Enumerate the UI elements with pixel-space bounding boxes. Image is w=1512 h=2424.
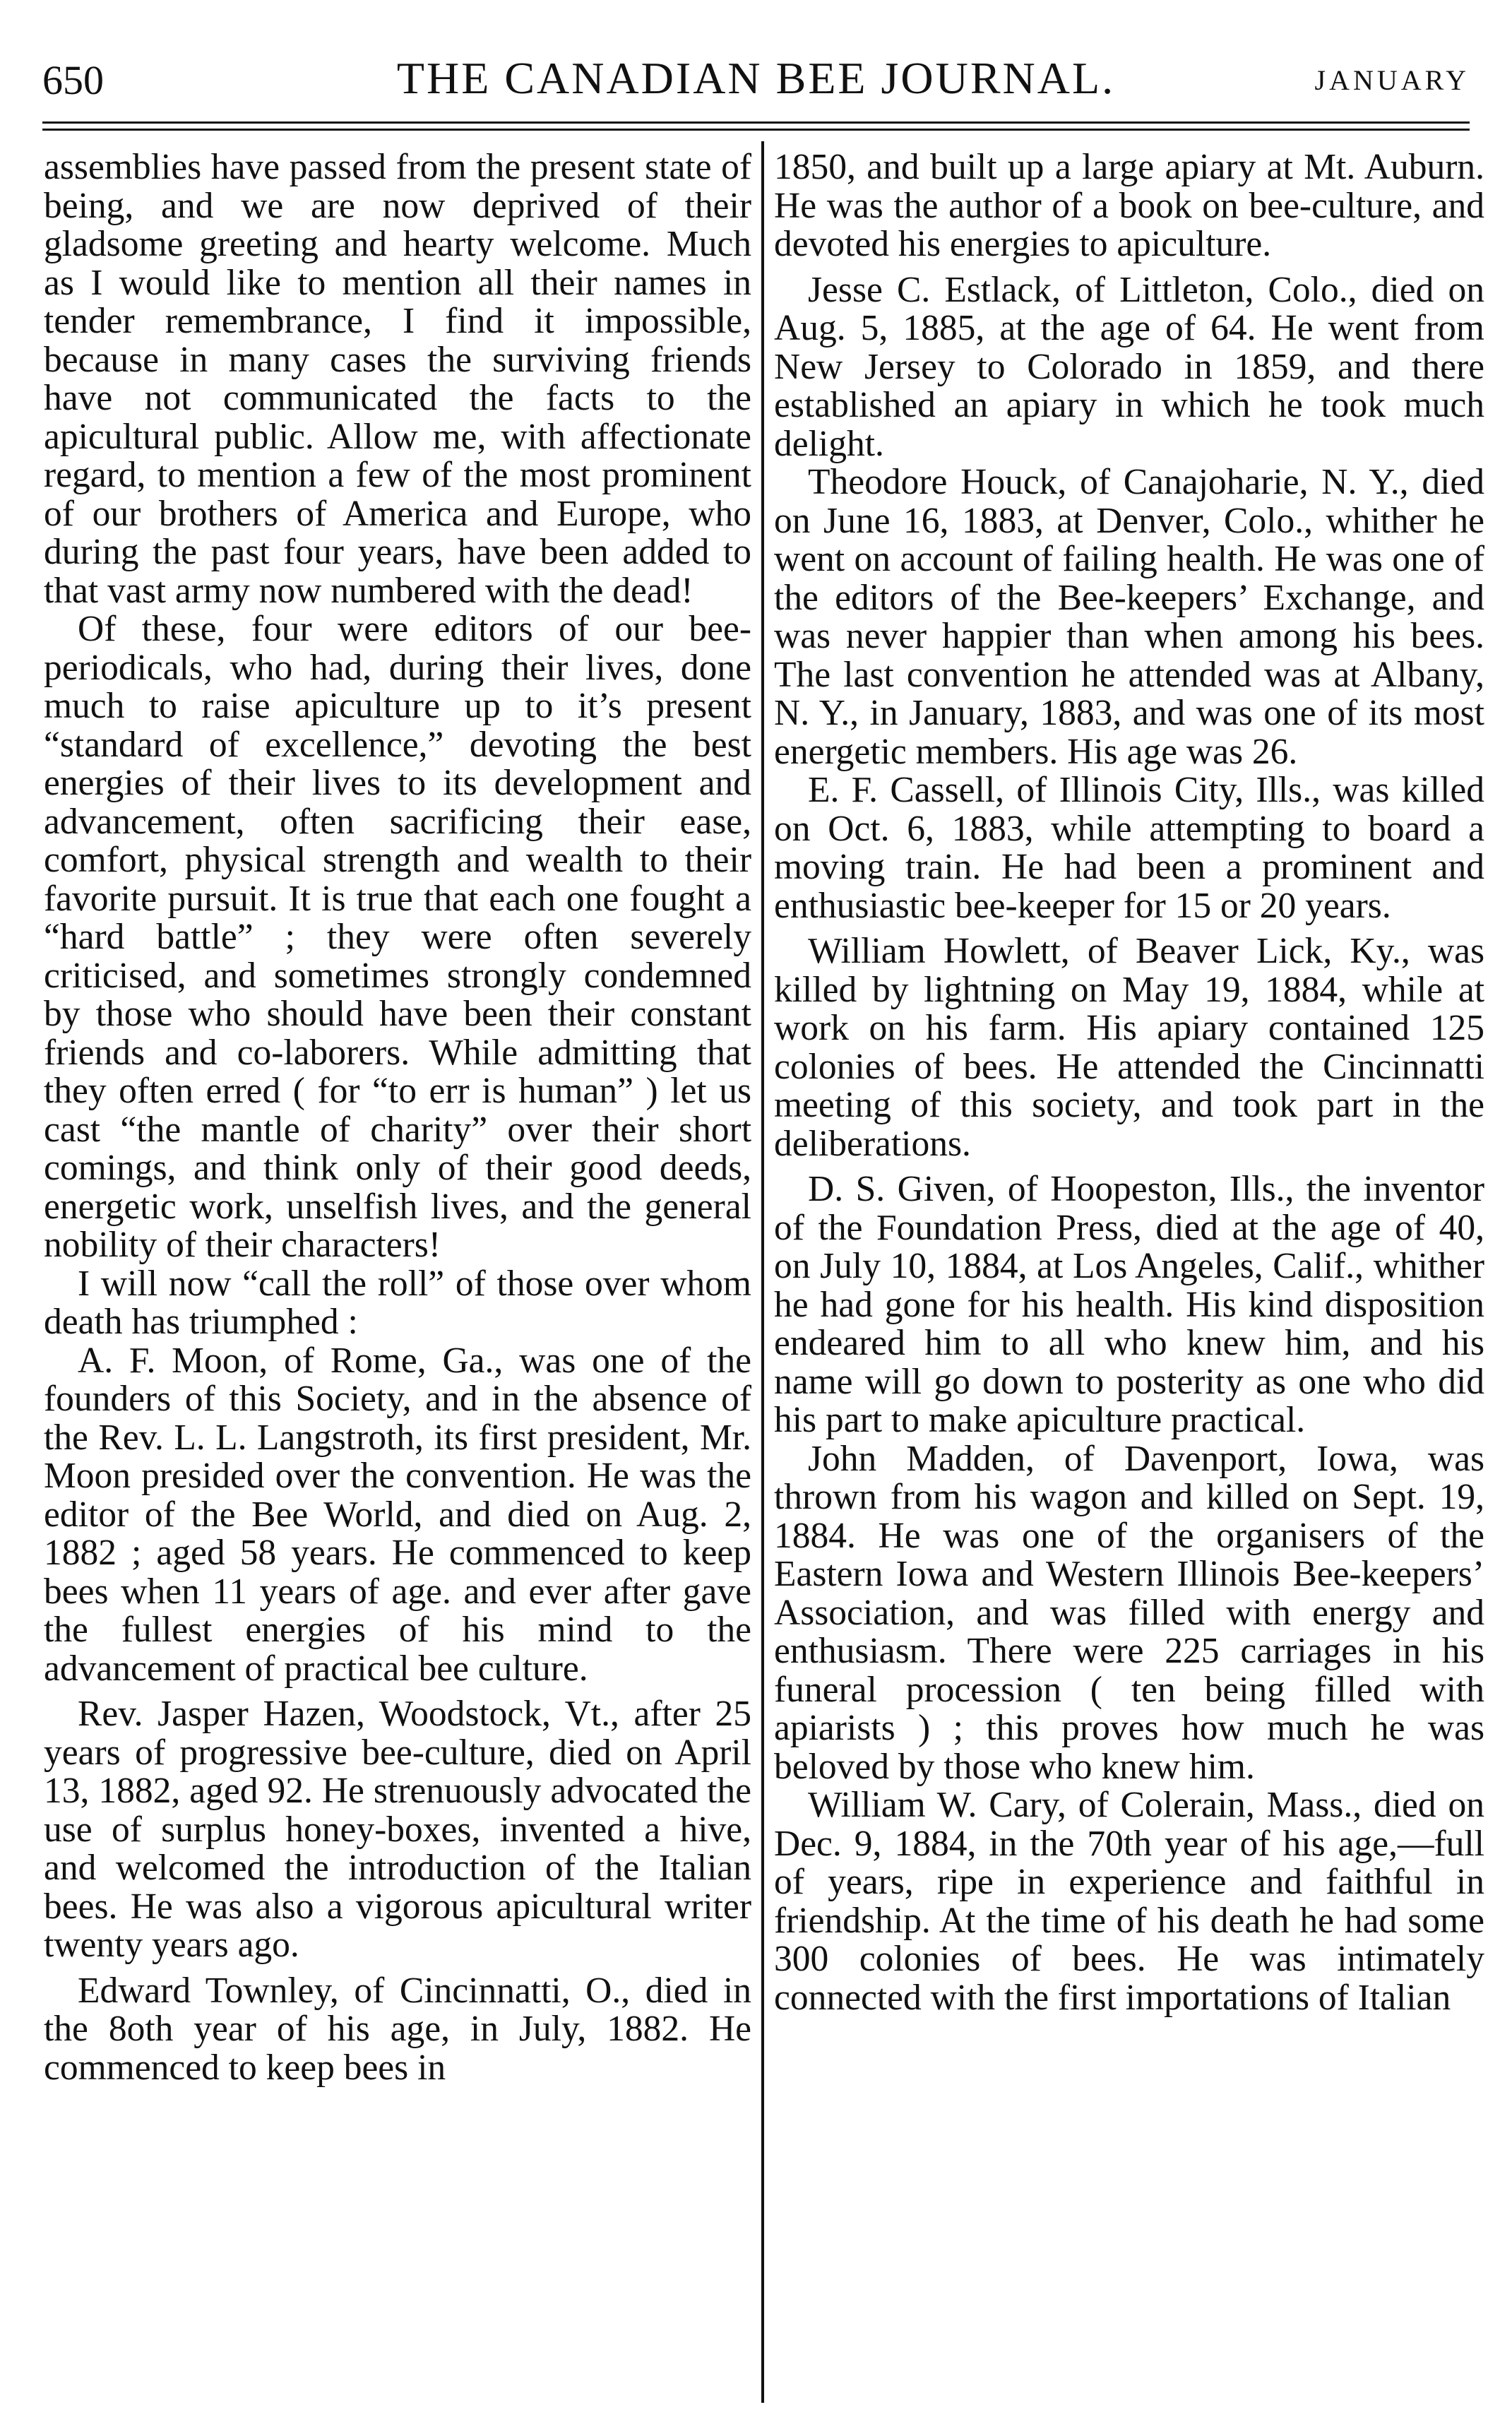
left-column <box>44 148 751 2403</box>
paragraph: Jesse C. Estlack, of Littleton, Colo., died on Aug. 5, 1885, at the age of 64. He went from New Jersey to Colorado in 1859, and there established an apiary in which he took much delight. <box>774 269 1484 464</box>
paragraph: Edward Townley, of Cincinnatti, O., died in the 8oth year of his age, in July, 1882. He commenced to keep bees in <box>44 1970 751 2088</box>
paragraph: Of these, four were editors of our bee-periodicals, who had, during their lives, done much to raise apiculture up to it’s present “standard of excellence,” devoting the best energies of their lives to its development and advancement, often sacrificing their ease, comfort, physical strength and wealth to their favorite pursuit. It is true that each one fought a “hard battle” ; they were often severely criticised, and sometimes strongly condemned by those who should have been their constant friends and co-laborers. While admitting that they often erred ( for “to err is human” ) let us cast “the mantle of charity” over their short comings, and think only of their good deeds, energetic work, unselfish lives, and the general nobility of their characters! <box>44 609 751 1265</box>
paragraph: William W. Cary, of Colerain, Mass., died on Dec. 9, 1884, in the 70th year of his age,—full of years, ripe in experience and faithful in friendship. At the time of his death he had some 300 colonies of bees. He was intimately connected with the first importations of Italian <box>774 1785 1484 2018</box>
page-number: 650 <box>42 57 104 103</box>
paragraph: D. S. Given, of Hoopeston, Ills., the inventor of the Foundation Press, died at the age of 40, on July 10, 1884, at Los Angeles, Calif., whither he had gone for his health. His kind disposition endeared him to all who knew him, and his name will go down to posterity as one who did his part to make apiculture practical. <box>774 1169 1484 1440</box>
paragraph: E. F. Cassell, of Illinois City, Ills., was killed on Oct. 6, 1883, while attempting to board a moving train. He had been a prominent and enthusiastic bee-keeper for 15 or 20 years. <box>774 770 1484 926</box>
right-column <box>774 148 1484 2403</box>
paragraph: A. F. Moon, of Rome, Ga., was one of the founders of this Society, and in the absence of the Rev. L. L. Langstroth, its first president, Mr. Moon presided over the convention. He was the editor of the Bee World, and died on Aug. 2, 1882 ; aged 58 years. He commenced to keep bees when 11 years of age. and ever after gave the fullest energies of his mind to the advancement of practical bee culture. <box>44 1340 751 1689</box>
column-divider <box>761 141 764 2403</box>
header-rule-bottom <box>42 129 1470 131</box>
journal-title: THE CANADIAN BEE JOURNAL. <box>396 53 1116 103</box>
page-header <box>42 49 1470 113</box>
paragraph: I will now “call the roll” of those over whom death has triumphed : <box>44 1263 751 1342</box>
paragraph: 1850, and built up a large apiary at Mt. Auburn. He was the author of a book on bee-culture, and devoted his energies to apiculture. <box>774 148 1484 264</box>
paragraph: John Madden, of Davenport, Iowa, was thrown from his wagon and killed on Sept. 19, 1884. He was one of the organisers of the Eastern Iowa and Western Illinois Bee-keepers’ Association, and was filled with energy and enthusiasm. There were 225 carriages in his funeral procession ( ten being filled with apiarists ) ; this proves how much he was beloved by those who knew him. <box>774 1438 1484 1787</box>
paragraph: William Howlett, of Beaver Lick, Ky., was killed by lightning on May 19, 1884, while at work on his farm. His apiary contained 125 colonies of bees. He attended the Cincinnatti meeting of this society, and took part in the deliberations. <box>774 931 1484 1164</box>
paragraph: assemblies have passed from the present state of being, and we are now deprived of their gladsome greeting and hearty welcome. Much as I would like to mention all their names in tender remembrance, I find it impossible, because in many cases the surviving friends have not communicated the facts to the apicultural public. Allow me, with affectionate regard, to mention a few of the most prominent of our brothers of America and Europe, who during the past four years, have been added to that vast army now numbered with the dead! <box>44 148 751 611</box>
issue-month: JANUARY <box>1314 64 1470 96</box>
paragraph: Rev. Jasper Hazen, Woodstock, Vt., after 25 years of progressive bee-culture, died on April 13, 1882, aged 92. He strenuously advocated the use of surplus honey-boxes, invented a hive, and welcomed the introduction of the Italian bees. He was also a vigorous apicultural writer twenty years ago. <box>44 1694 751 1965</box>
paragraph: Theodore Houck, of Canajoharie, N. Y., died on June 16, 1883, at Denver, Colo., whither he went on account of failing health. He was one of the editors of the Bee-keepers’ Exchange, and was never happier than when among his bees. The last convention he attended was at Albany, N. Y., in January, 1883, and was one of its most energetic members. His age was 26. <box>774 462 1484 772</box>
header-rule-top <box>42 121 1470 124</box>
